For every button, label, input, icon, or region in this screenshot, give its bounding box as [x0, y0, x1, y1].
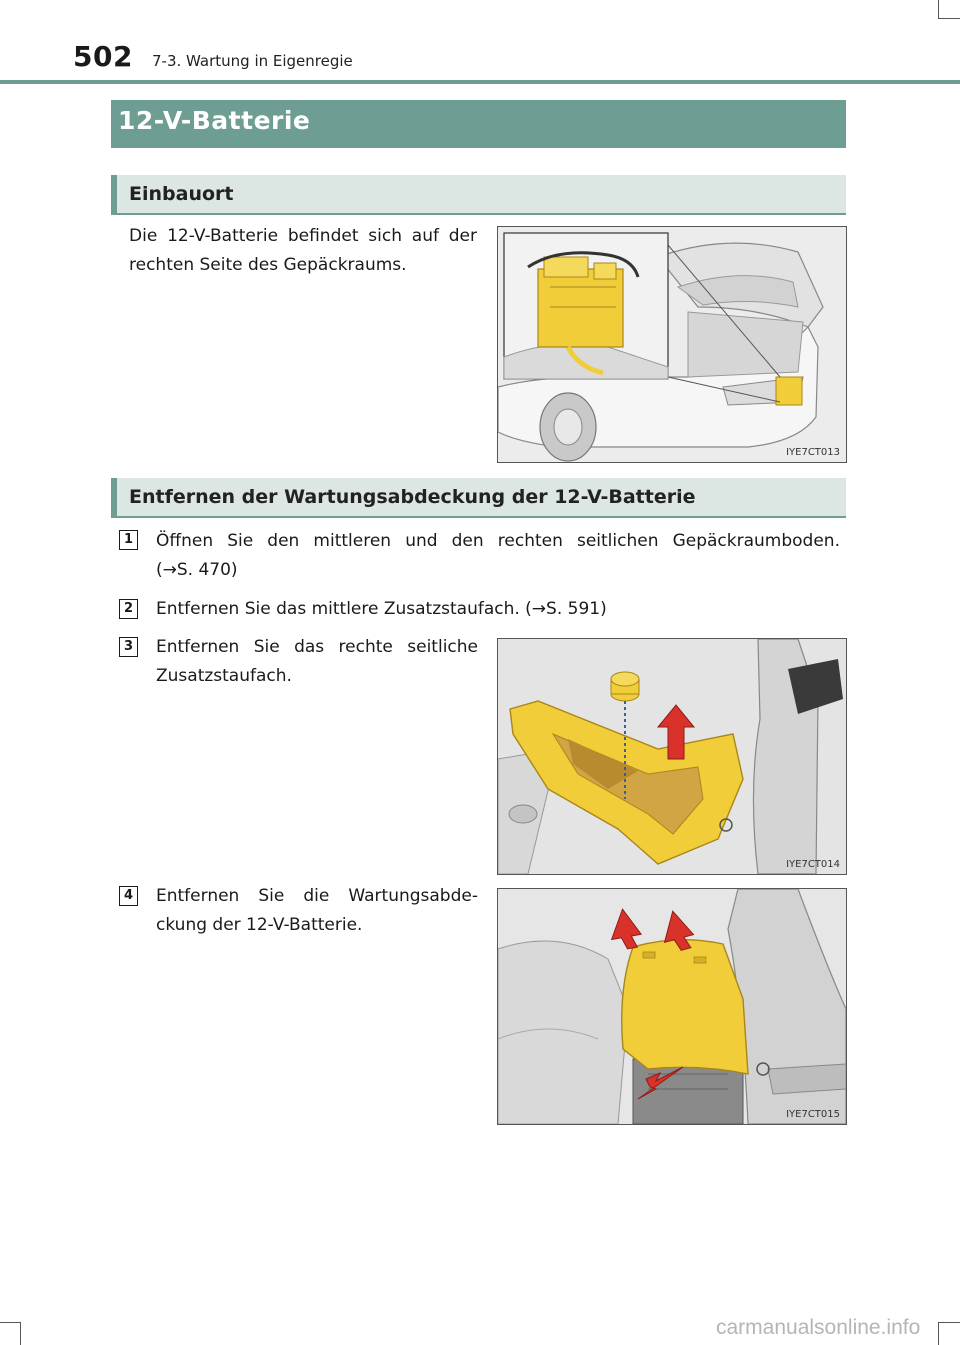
subsection-bar-location: [111, 175, 846, 215]
crop-mark: [938, 1322, 960, 1323]
service-cover-illustration: [498, 889, 846, 1124]
step-4-text-line1: Entfernen Sie die Wartungsabde-: [156, 886, 478, 906]
watermark[interactable]: carmanualsonline.info: [716, 1316, 921, 1339]
service-cover-figure: [497, 888, 847, 1125]
step-1-text-line1: Öffnen Sie den mittleren und den rechten seitlichen Gepäckraumboden.: [156, 531, 840, 551]
step-3-text-line2: Zusatzstaufach.: [156, 666, 292, 686]
step-number-2: 2: [119, 599, 138, 619]
subsection-bar-removal: [111, 478, 846, 518]
crop-mark: [938, 1322, 939, 1345]
step-1-text-line2: (→S. 470): [156, 560, 238, 580]
location-text-line1: Die 12-V-Batterie befindet sich auf der: [129, 226, 477, 246]
subsection-accent: [111, 175, 117, 213]
step-3-text-line1: Entfernen Sie das rechte seitliche: [156, 637, 478, 657]
location-text-line2: rechten Seite des Gepäckraums.: [129, 255, 407, 275]
battery-location-figure: [497, 226, 847, 463]
figure-code: IYE7CT013: [786, 447, 840, 458]
section-title: 12-V-Batterie: [118, 106, 311, 135]
step-4-text-line2: ckung der 12-V-Batterie.: [156, 915, 363, 935]
crop-mark: [20, 1322, 21, 1345]
crop-mark: [938, 0, 939, 18]
step-number-3: 3: [119, 637, 138, 657]
step-number-4: 4: [119, 886, 138, 906]
storage-tray-figure: [497, 638, 847, 875]
step-2-text: Entfernen Sie das mittlere Zusatzstaufach. (→S. 591): [156, 599, 607, 619]
running-title: 7-3. Wartung in Eigenregie: [152, 52, 353, 70]
header-rule: [0, 80, 960, 84]
figure-code: IYE7CT015: [786, 1109, 840, 1120]
figure-code: IYE7CT014: [786, 859, 840, 870]
subsection-title-location: Einbauort: [129, 183, 234, 205]
subsection-title-removal: Entfernen der Wartungsabdeckung der 12-V-Batterie: [129, 486, 696, 508]
battery-location-illustration: [498, 227, 846, 462]
step-number-1: 1: [119, 530, 138, 550]
crop-mark: [938, 18, 960, 19]
crop-mark: [0, 1322, 20, 1323]
storage-tray-illustration: [498, 639, 846, 874]
page-number: 502: [73, 40, 133, 73]
subsection-accent: [111, 478, 117, 516]
